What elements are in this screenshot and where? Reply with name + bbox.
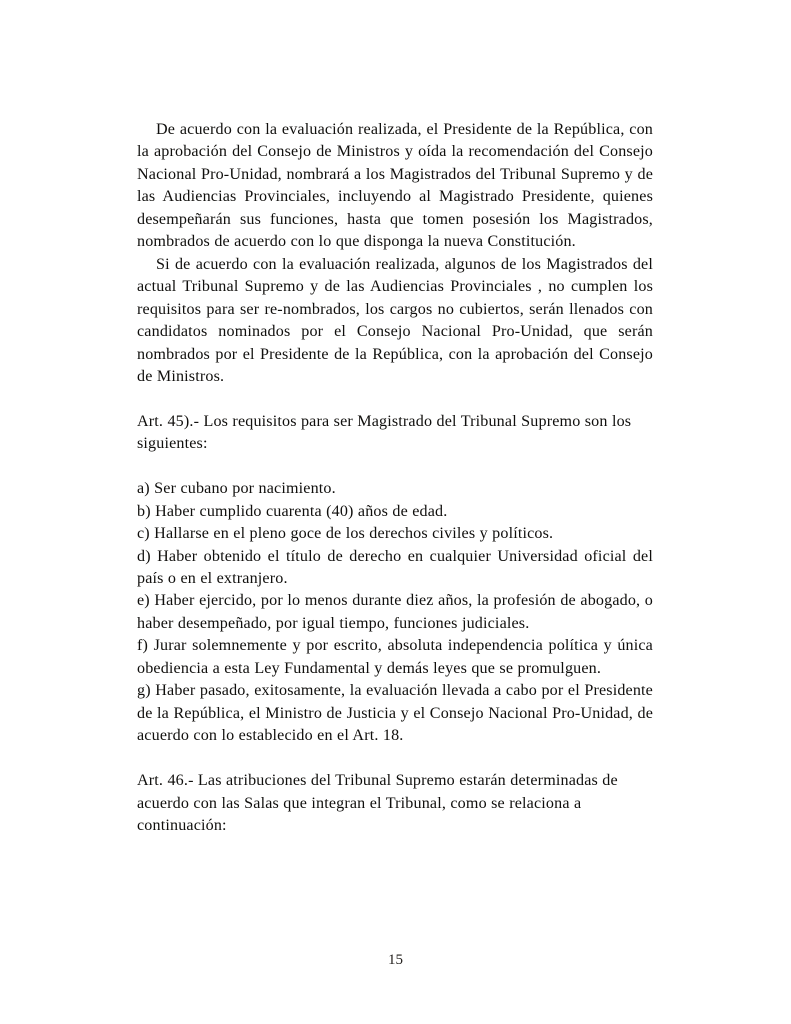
article-45-item-d: d) Haber obtenido el título de derecho en cualquier Universidad oficial del país o en el extranjero. xyxy=(137,547,653,588)
article-46-paragraph: Art. 46.- Las atribuciones del Tribunal Supremo estarán determinadas de acuerdo con las Salas que integran el Tribunal, como se relaciona a continuación: xyxy=(137,772,618,834)
article-45-item-b: b) Haber cumplido cuarenta (40) años de edad. xyxy=(137,502,448,520)
page-body-text-column xyxy=(137,119,653,837)
article-45-item-f: f) Jurar solemnemente y por escrito, absoluta independencia política y única obediencia a esta Ley Fundamental y demás leyes que se promulguen. xyxy=(137,637,653,677)
paragraph-evaluacion-presidente: De acuerdo con la evaluación realizada, el Presidente de la República, con la aprobación del Consejo de Ministros y oída la recomendación del Consejo Nacional Pro-Unidad, nombrará a los Magistrados del Tribunal Supremo y de las Audiencias Provinciales, incluyendo al Magistrado Presidente, quienes desempeñarán sus funciones, hasta que tomen posesión los Magistrados, nombrados de acuerdo con lo que disponga la nueva Constitución. xyxy=(137,121,653,251)
article-45-item-e: e) Haber ejercido, por lo menos durante diez años, la profesión de abogado, o haber desempeñado, por igual tiempo, funciones judiciales. xyxy=(137,592,653,632)
article-45-item-a: a) Ser cubano por nacimiento. xyxy=(137,480,336,498)
article-45-heading: Art. 45).- Los requisitos para ser Magistrado del Tribunal Supremo son los siguientes: xyxy=(137,412,632,453)
page-number: 15 xyxy=(388,952,403,968)
article-45-item-g: g) Haber pasado, exitosamente, la evaluación llevada a cabo por el Presidente de la República, el Ministro de Justicia y el Consejo Nacional Pro-Unidad, de acuerdo con lo establecido en el Art. 18. xyxy=(137,682,653,745)
article-45-item-c: c) Hallarse en el pleno goce de los derechos civiles y políticos. xyxy=(137,525,554,543)
paragraph-cargos-no-cubiertos: Si de acuerdo con la evaluación realizada, algunos de los Magistrados del actual Tribunal Supremo y de las Audiencias Provinciales , no cumplen los requisitos para ser re-nombrados, los cargos no cubiertos, serán llenados con candidatos nominados por el Consejo Nacional Pro-Unidad, que serán nombrados por el Presidente de la República, con la aprobación del Consejo de Ministros. xyxy=(137,255,653,385)
